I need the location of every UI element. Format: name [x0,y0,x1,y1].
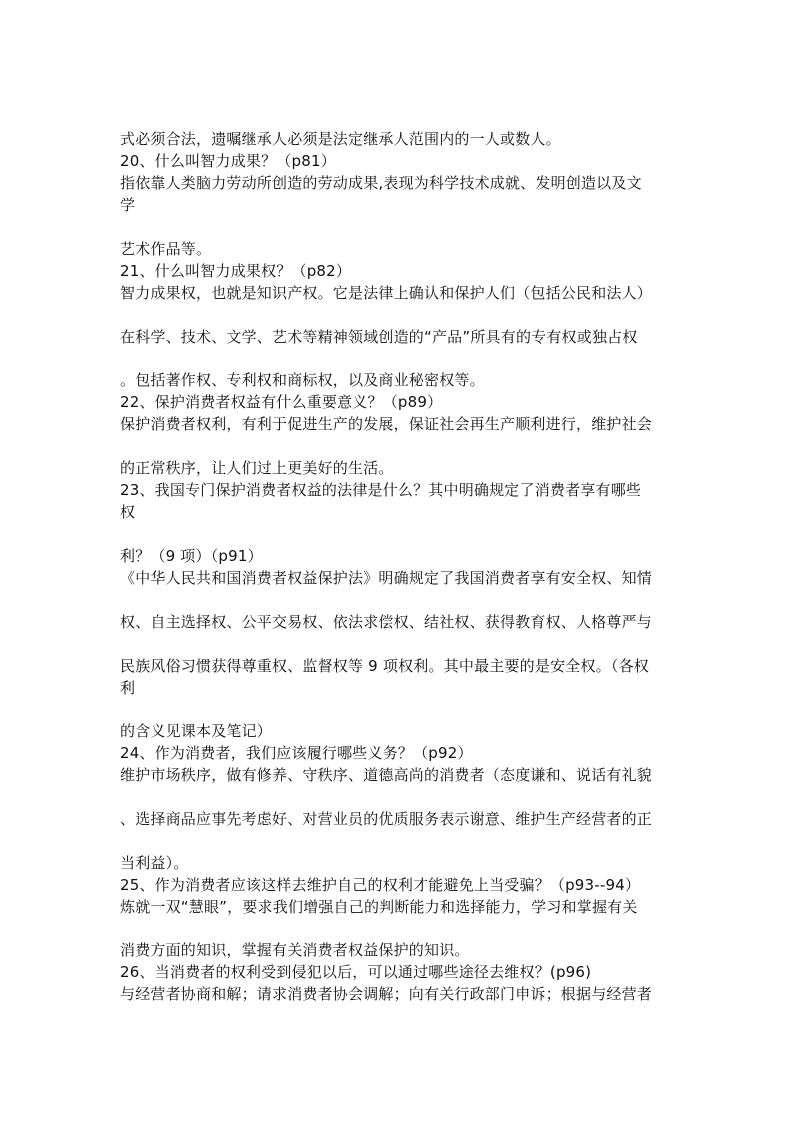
text-line: 维护市场秩序，做有修养、守秩序、道德高尚的消费者（态度谦和、说话有礼貌 [120,766,653,784]
text-line: 民族风俗习惯获得尊重权、监督权等 9 项权利。其中最主要的是安全权。（各权 [120,657,649,675]
text-line: 。包括著作权、专利权和商标权，以及商业秘密权等。 [120,371,485,389]
text-line: 权 [120,503,136,521]
text-line: 式必须合法，遗嘱继承人必须是法定继承人范围内的一人或数人。 [120,130,561,148]
text-line: 学 [120,196,136,214]
question-heading: 26、当消费者的权利受到侵犯以后，可以通过哪些途径去维权？(p96) [120,963,592,981]
text-line: 《中华人民共和国消费者权益保护法》明确规定了我国消费者享有安全权、知情 [120,569,653,587]
question-heading: 22、保护消费者权益有什么重要意义？（p89） [120,393,443,411]
text-line: 的正常秩序，让人们过上更美好的生活。 [120,459,394,477]
text-line: 指依靠人类脑力劳动所创造的劳动成果,表现为科学技术成就、发明创造以及文 [120,174,642,192]
text-line: 的含义见课本及笔记） [120,722,273,740]
text-line: 利 [120,679,136,697]
text-line: 与经营者协商和解；请求消费者协会调解；向有关行政部门申诉；根据与经营者 [120,985,653,1003]
text-line: 利？（9 项）（p91） [120,547,263,565]
question-heading: 25、作为消费者应该这样去维护自己的权利才能避免上当受骗？（p93--94） [120,876,641,894]
text-line: 在科学、技术、文学、艺术等精神领域创造的“产品”所具有的专有权或独占权 [120,328,638,346]
question-heading: 21、什么叫智力成果权？（p82） [120,262,352,280]
text-line: 权、自主选择权、公平交易权、依法求偿权、结社权、获得教育权、人格尊严与 [120,613,653,631]
text-line: 消费方面的知识，掌握有关消费者权益保护的知识。 [120,941,470,959]
question-heading: 24、作为消费者，我们应该履行哪些义务？（p92） [120,744,473,762]
text-line: 当利益）。 [120,854,189,872]
text-line: 艺术作品等。 [120,240,212,258]
text-line: 、选择商品应事先考虑好、对营业员的优质服务表示谢意、维护生产经营者的正 [120,810,653,828]
text-line: 保护消费者权利，有利于促进生产的发展，保证社会再生产顺利进行，维护社会 [120,415,653,433]
question-heading: 20、什么叫智力成果？（p81） [120,152,336,170]
question-heading: 23、我国专门保护消费者权益的法律是什么？其中明确规定了消费者享有哪些 [120,481,642,499]
text-line: 炼就一双“慧眼”，要求我们增强自己的判断能力和选择能力，学习和掌握有关 [120,898,638,916]
text-line: 智力成果权，也就是知识产权。它是法律上确认和保护人们（包括公民和法人） [120,284,653,302]
